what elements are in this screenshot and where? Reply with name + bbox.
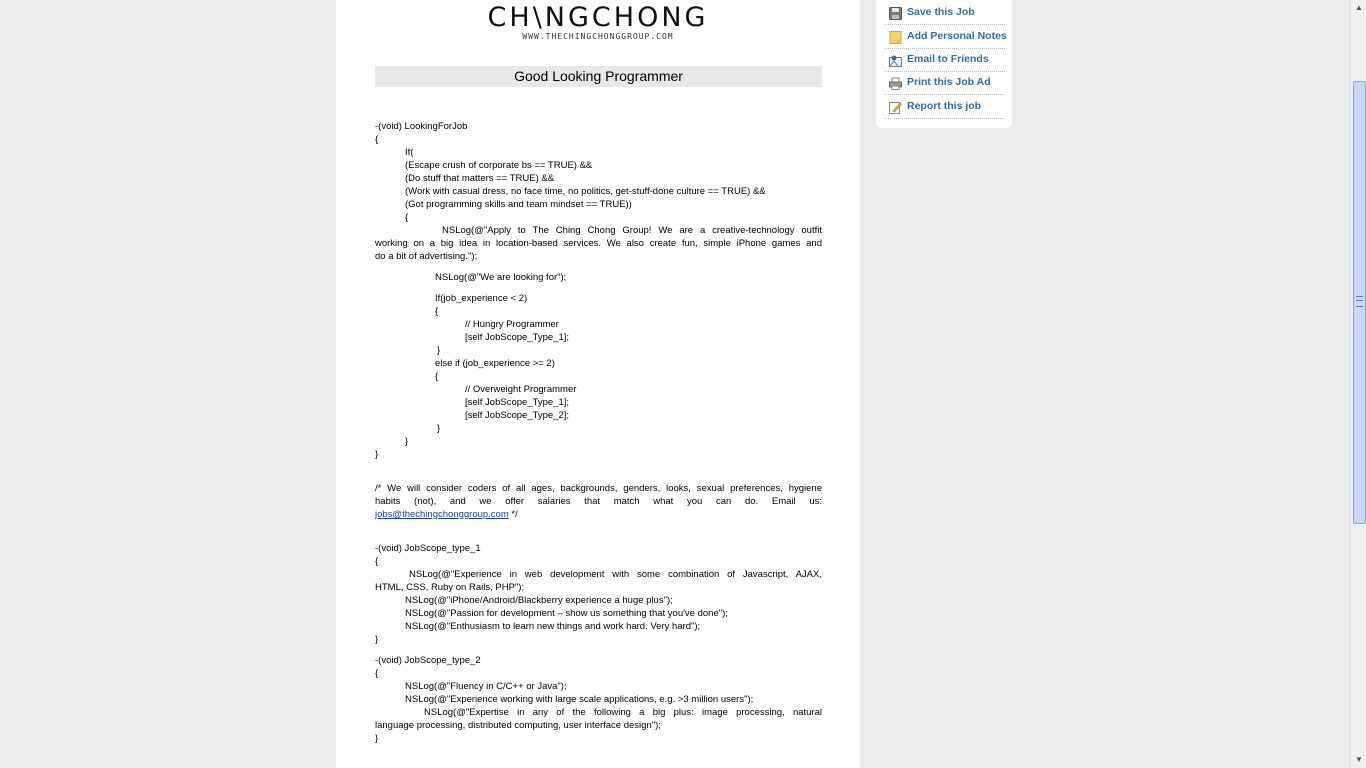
note-icon [889, 31, 902, 44]
code-line: NSLog(@"iPhone/Android/Blackberry experience a huge plus"); [405, 595, 673, 606]
code-line: (Got programming skills and team mindset == TRUE)) [405, 199, 632, 210]
email-to-friends-button[interactable] [884, 49, 1005, 72]
add-personal-notes-button[interactable] [884, 26, 1005, 49]
code-line: { [375, 134, 379, 145]
code-line: NSLog(@"Enthusiasm to learn new things and work hard. Very hard"); [405, 621, 701, 632]
code-line: NSLog(@"Passion for development – show us something that you've done"); [405, 608, 728, 619]
code-line: -(void) JobScope_type_1 [375, 543, 481, 554]
code-line: NSLog(@"Fluency in C/C++ or Java"); [405, 681, 567, 692]
scroll-up-arrow-icon[interactable]: ▲ [1355, 3, 1363, 12]
code-line: [self JobScope_Type_1]; [465, 332, 570, 343]
email-to-friends-label[interactable]: Email to Friends [907, 53, 989, 65]
code-line: { [435, 371, 439, 382]
code-line: } [375, 449, 379, 460]
logo-url: WWW.THECHINGCHONGGROUP.COM [522, 32, 674, 41]
save-job-button[interactable] [884, 2, 1005, 25]
code-line: (Escape crush of corporate bs == TRUE) && [405, 160, 593, 171]
print-job-ad-button[interactable] [884, 72, 1005, 95]
code-line: { [375, 668, 379, 679]
email-user-icon [889, 54, 902, 67]
scroll-thumb[interactable] [1353, 81, 1366, 524]
code-line: do a bit of advertising."); [375, 251, 478, 262]
code-line: working on a big idea in location-based services. We also create fun, simple iPhone games and [375, 238, 822, 249]
report-job-label[interactable]: Report this job [907, 100, 982, 112]
code-line: } [437, 345, 441, 356]
comment-line: habits (not), and we offer salaries that match what you can do. Email us: [375, 496, 822, 507]
floppy-disk-icon [889, 7, 902, 20]
print-job-ad-label[interactable]: Print this Job Ad [907, 76, 991, 88]
code-line: { [405, 212, 409, 223]
code-line: // Overweight Programmer [465, 384, 577, 395]
code-line: NSLog(@"We are looking for"); [435, 272, 567, 283]
code-line: else if (job_experience >= 2) [435, 358, 555, 369]
printer-icon [889, 77, 902, 90]
code-line: (Do stuff that matters == TRUE) && [405, 173, 555, 184]
company-logo [336, 3, 860, 41]
logo-text: CH\NGCHONG [487, 2, 709, 33]
code-line: { [435, 306, 439, 317]
comment-email-line [375, 508, 518, 521]
code-line: } [375, 634, 379, 645]
code-line: language processing, distributed computing, user interface design"); [375, 720, 661, 731]
job-ad-page [336, 0, 860, 768]
code-line: (Work with casual dress, no face time, no politics, get-stuff-done culture == TRUE) && [405, 186, 766, 197]
code-line: [self JobScope_Type_2]; [465, 410, 570, 421]
scroll-down-arrow-icon[interactable]: ▼ [1355, 755, 1363, 764]
save-job-label[interactable]: Save this Job [907, 6, 975, 18]
add-personal-notes-label[interactable]: Add Personal Notes [907, 30, 1007, 42]
code-line: If(job_experience < 2) [435, 293, 528, 304]
comment-line: /* We will consider coders of all ages, backgrounds, genders, looks, sexual preferences, hygiene [375, 483, 822, 494]
code-line: NSLog(@"Apply to The Ching Chong Group! We are a creative-technology outfit [442, 225, 822, 236]
code-line: -(void) LookingForJob [375, 121, 468, 132]
code-line: HTML, CSS, Ruby on Rails, PHP"); [375, 582, 525, 593]
code-line: // Hungry Programmer [465, 319, 559, 330]
code-line: If( [405, 147, 414, 158]
report-job-button[interactable] [884, 96, 1005, 119]
job-tools-panel [876, 0, 1012, 128]
code-line: } [437, 423, 441, 434]
comment-end: */ [508, 509, 518, 520]
code-line: NSLog(@"Expertise in any of the following a big plus: image processing, natural [424, 707, 822, 718]
code-line: { [375, 556, 379, 567]
code-line: } [405, 436, 409, 447]
code-line: NSLog(@"Experience working with large scale applications, e.g. >3 million users"); [405, 694, 754, 705]
code-line: [self JobScope_Type_1]; [465, 397, 570, 408]
code-line: } [375, 733, 379, 744]
code-line: -(void) JobScope_type_2 [375, 655, 481, 666]
vertical-scrollbar[interactable] [1350, 0, 1366, 768]
email-link[interactable]: jobs@thechingchonggroup.com [375, 509, 509, 520]
report-pencil-icon [889, 101, 902, 114]
code-line: NSLog(@"Experience in web development with some combination of Javascript, AJAX, [409, 569, 822, 580]
job-title: Good Looking Programmer [375, 66, 822, 87]
scroll-grip-icon [1356, 296, 1363, 307]
